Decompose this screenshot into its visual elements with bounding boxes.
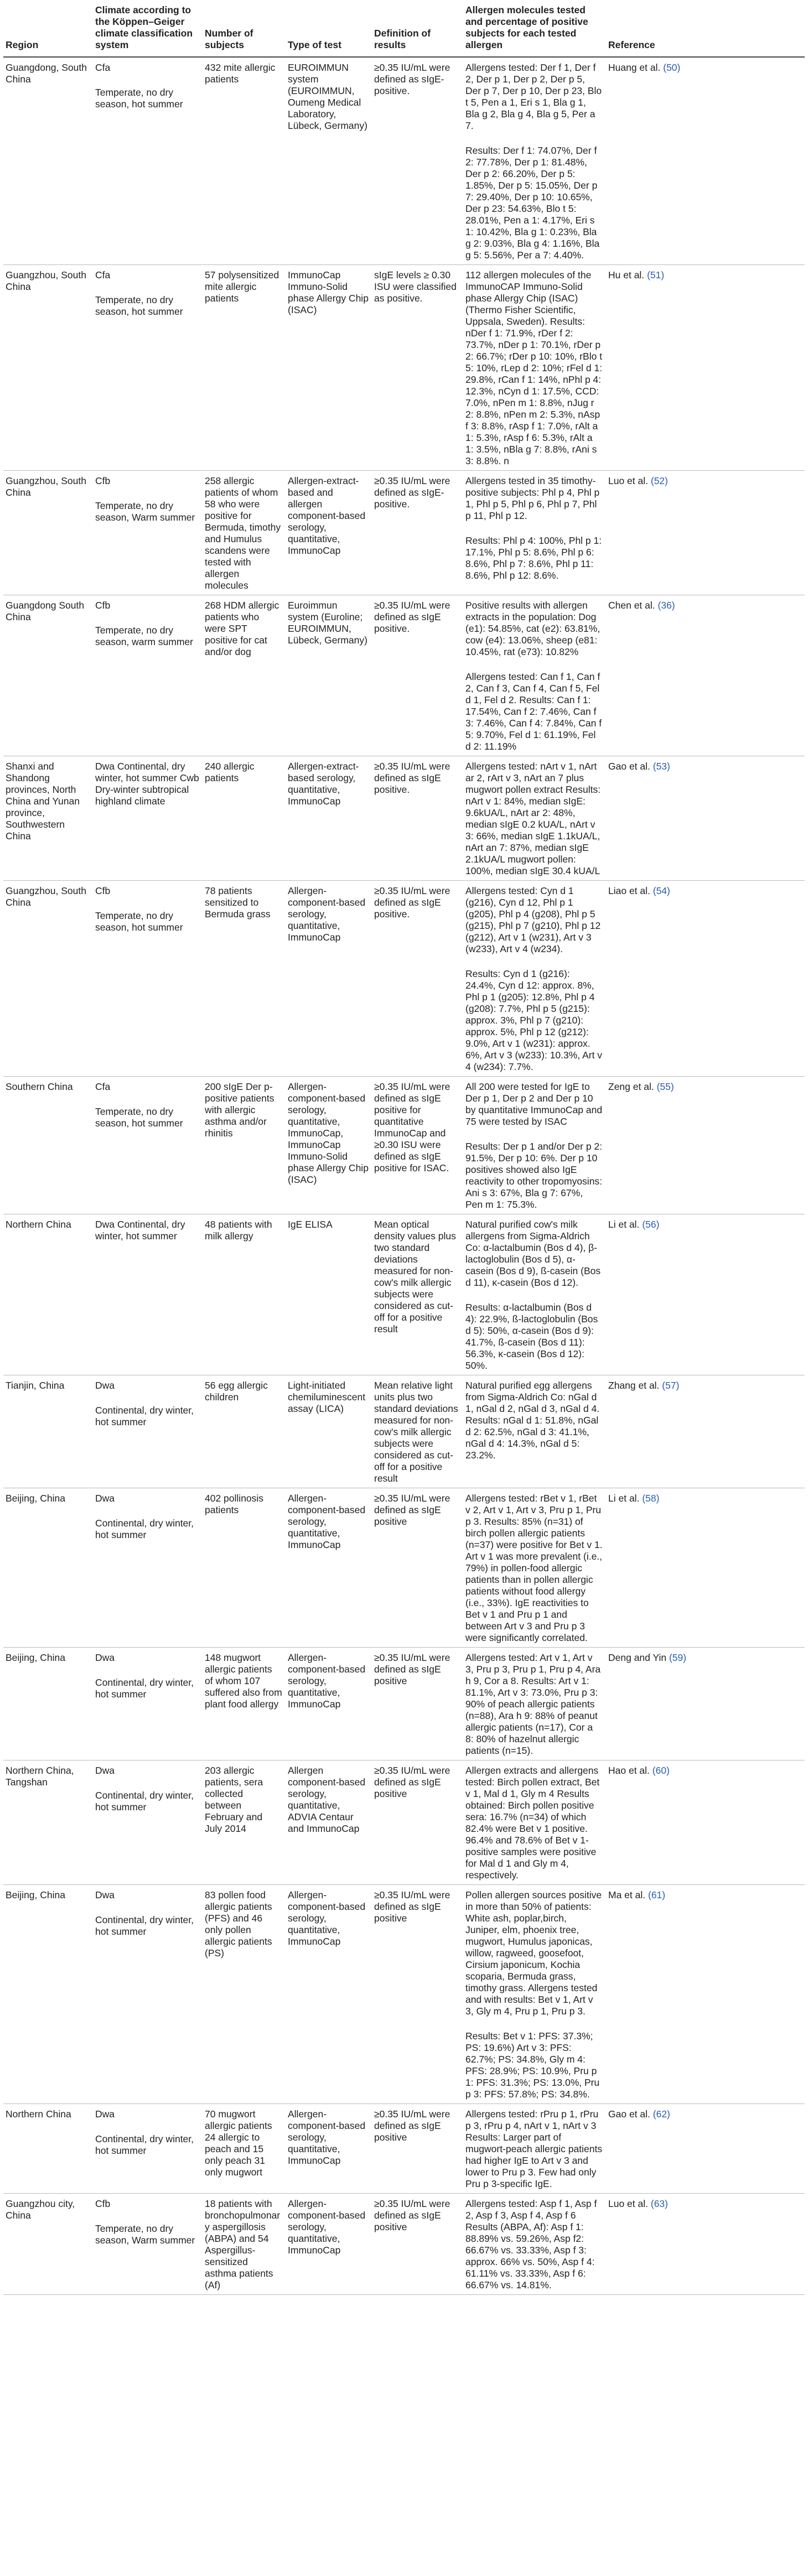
cell-region [3, 471, 93, 595]
cell-region-region: Guangdong South China [6, 600, 85, 622]
cell-test-test: Allergen-component-based serology, quantitative, ImmunoCap [288, 1889, 366, 1947]
cell-definition-definition: sIgE levels ≥ 0.30 ISU were classified as positive. [374, 269, 457, 304]
cell-subjects [203, 471, 286, 595]
cell-test [286, 881, 372, 1077]
cell-reference [606, 1214, 805, 1375]
cell-reference [606, 2104, 805, 2194]
cell-region [3, 1760, 93, 1885]
cell-region [3, 1648, 93, 1760]
cell-region-region: Guangzhou, South China [6, 475, 86, 498]
cell-definition [372, 1214, 463, 1375]
cell-allergens-allergens: Pollen allergen sources positive in more than 50% of patients: White ash, poplar,birch, Juniper, elm, phoenix tree, mugwort, Humulus japonicas, willow, ragweed, goosefoot, Cirsium japonicum, Kochia scoparia, Bermuda grass, timothy grass. Allergens tested and with results: Bet v 1, Art v 3, Gly m 4, Pru p 1, Pru p 3. [465, 1889, 602, 2017]
cell-region-region: Beijing, China [6, 1889, 65, 1900]
cell-test [286, 1648, 372, 1760]
cell-subjects-subjects: 70 mugwort allergic patients 24 allergic to peach and 15 only peach 31 only mugwort [205, 2108, 272, 2178]
cell-test-test: Allergen-component-based serology, quantitative, ImmunoCap [288, 2108, 366, 2166]
cell-region-region: Guangzhou, South China [6, 269, 86, 292]
cell-definition [372, 756, 463, 881]
cell-climate-climate-desc: Temperate, no dry season, hot summer [95, 910, 183, 933]
cell-climate-climate-desc: Continental, dry winter, hot summer [95, 1518, 194, 1540]
table-row [3, 1760, 805, 1885]
cell-definition-definition: ≥0.35 IU/mL were defined as sIgE positive [374, 1493, 450, 1527]
cell-allergens [463, 1488, 606, 1648]
cell-reference [606, 1488, 805, 1648]
cell-allergens-allergens: Allergens tested in 35 timothy-positive subjects: Phl p 4, Phl p 1, Phl p 5, Phl p 6, Phl p 7, Phl p 11, Phl p 12. [465, 475, 600, 521]
header-reference: Reference [606, 0, 805, 57]
table-row [3, 1885, 805, 2104]
cell-definition [372, 1885, 463, 2104]
cell-region-region: Northern China [6, 2108, 71, 2120]
cell-subjects [203, 1760, 286, 1885]
cell-test [286, 1488, 372, 1648]
cell-reference-ref-num[interactable]: (60) [652, 1765, 670, 1776]
cell-subjects [203, 1885, 286, 2104]
cell-subjects [203, 1214, 286, 1375]
cell-climate [93, 2104, 203, 2194]
cell-definition-definition: ≥0.35 IU/mL were defined as sIgE positive [374, 1889, 450, 1924]
cell-region-region: Tianjin, China [6, 1380, 65, 1391]
cell-test-test: Allergen-component-based serology, quantitative, ImmunoCap [288, 2198, 366, 2256]
cell-subjects-subjects: 203 allergic patients, sera collected between February and July 2014 [205, 1765, 263, 1834]
cell-climate-climate: Dwa [95, 1493, 115, 1504]
cell-region-region: Guangdong, South China [6, 62, 87, 85]
cell-allergens [463, 756, 606, 881]
cell-climate-climate: Cfb [95, 600, 111, 611]
cell-climate [93, 265, 203, 471]
cell-allergens [463, 1214, 606, 1375]
cell-climate-climate-desc: Temperate, no dry season, hot summer [95, 1106, 183, 1129]
cell-allergens-allergens: Allergens tested: Cyn d 1 (g216), Cyn d 12, Phl p 1 (g205), Phl p 4 (g208), Phl p 5 (g215), Phl p 7 (g210), Phl p 12 (g212), Art v 1 (w231), Art v 3 (w233), Art v 4 (w234). [465, 885, 601, 954]
cell-reference-ref: Li et al. [608, 1219, 640, 1230]
cell-subjects-subjects: 268 HDM allergic patients who were SPT positive for cat and/or dog [205, 600, 279, 657]
cell-region [3, 265, 93, 471]
cell-climate [93, 1760, 203, 1885]
cell-climate-climate: Cfb [95, 885, 111, 896]
cell-test-test: EUROIMMUN system (EUROIMMUN, Oumeng Medical Laboratory, Lübeck, Germany) [288, 62, 367, 131]
cell-subjects-subjects: 240 allergic patients [205, 761, 255, 783]
cell-region [3, 1488, 93, 1648]
cell-region-region: Shanxi and Shandong provinces, North China and Yunan province, Southwestern China [6, 761, 80, 842]
cell-reference-ref-num[interactable]: (63) [650, 2198, 668, 2209]
cell-allergens [463, 1885, 606, 2104]
cell-reference-ref: Chen et al. [608, 600, 655, 611]
cell-reference-ref: Zeng et al. [608, 1081, 654, 1092]
cell-definition-definition: ≥0.35 IU/mL were defined as sIgE positive [374, 1765, 450, 1799]
cell-test [286, 1077, 372, 1214]
cell-reference-ref: Hao et al. [608, 1765, 650, 1776]
cell-allergens-allergens: Allergens tested: Art v 1, Art v 3, Pru p 3, Pru p 1, Pru p 4, Ara h 9, Cor a 8. Results: Art v 1: 81.1%, Art v 3: 73.0%, Pru p 3: 90% of peach allergic patients (n=88), Ara h 9: 88% of peanut allergic patients (n=17), Cor a 8: 80% of hazelnut allergic patients (n=15). [465, 1652, 601, 1756]
table-row [3, 57, 805, 265]
cell-climate-climate: Cfb [95, 2198, 111, 2209]
cell-subjects [203, 57, 286, 265]
cell-reference [606, 1760, 805, 1885]
table-row [3, 471, 805, 595]
cell-region [3, 595, 93, 756]
cell-definition-definition: ≥0.35 IU/mL were defined as sIgE positive. [374, 761, 450, 795]
cell-subjects [203, 1488, 286, 1648]
cell-test [286, 1375, 372, 1488]
cell-climate-climate: Cfa [95, 269, 111, 281]
header-climate: Climate according to the Köppen–Geiger climate classification system [93, 0, 203, 57]
cell-definition-definition: ≥0.35 IU/mL were defined as sIgE positive [374, 2108, 450, 2143]
cell-reference-ref-num[interactable]: (55) [656, 1081, 674, 1092]
cell-test-test: ImmunoCap Immuno-Solid phase Allergy Chip (ISAC) [288, 269, 369, 315]
cell-allergens [463, 2104, 606, 2194]
cell-region [3, 1214, 93, 1375]
cell-reference-ref: Zhang et al. [608, 1380, 660, 1391]
cell-allergens-allergens2: Results: Der p 1 and/or Der p 2: 91.5%, Der p 10: 6%. Der p 10 positives showed also IgE reactivity to other tropomyosins: Ani s 3: 67%, Bla g 7: 67%, Pen m 1: 75.3%. [465, 1141, 603, 1210]
cell-climate [93, 1375, 203, 1488]
cell-region-region: Guangzhou, South China [6, 885, 86, 908]
cell-reference [606, 1885, 805, 2104]
cell-reference [606, 595, 805, 756]
cell-subjects-subjects: 200 sIgE Der p-positive patients with allergic asthma and/or rhinitis [205, 1081, 274, 1139]
cell-climate-climate-desc: Temperate, no dry season, warm summer [95, 625, 193, 647]
cell-climate [93, 1648, 203, 1760]
cell-climate [93, 1214, 203, 1375]
cell-region-region: Beijing, China [6, 1652, 65, 1663]
cell-allergens-allergens: 112 allergen molecules of the ImmunoCAP Immuno-Solid phase Allergy Chip (ISAC) (Thermo Fisher Scientific, Uppsala, Sweden). Results: nDer f 1: 71.9%, rDer f 2: 73.7%, nDer p 1: 70.1%, rDer p 2: 66.7%; rDer p 10: 10%, rBlo t 5: 10%, rLep d 2: 10%; rFel d 1: 29.8%, rCan f 1: 14%, nPhl p 4: 12.3%, nCyn d 1: 17.5%, CCD: 7.0%, nPen m 1: 8.8%, nJug r 2: 8.8%, nPen m 2: 5.3%, nAsp f 3: 8.8%, rAsp f 1: 7.0%, rAlt a 1: 5.3%, rAsp f 6: 5.3%, rAlt a 1: 3.5%, nBla g 7: 8.8%, rAni s 3: 8.8%. n [465, 269, 603, 466]
cell-allergens-allergens: Allergens tested: rPru p 1, rPru p 3, rPru p 4, nArt v 1, nArt v 3 Results: Larger part of mugwort-peach allergic patients had higher IgE to Art v 3 and lower to Pru p 3. Few had only Pru p 3-specific IgE. [465, 2108, 603, 2189]
cell-climate-climate: Dwa [95, 1652, 115, 1663]
cell-subjects [203, 1077, 286, 1214]
cell-test [286, 595, 372, 756]
cell-region-region: Guangzhou city, China [6, 2198, 75, 2221]
cell-climate-climate: Dwa Continental, dry winter, hot summer Cwb Dry-winter subtropical highland climate [95, 761, 199, 807]
table-row [3, 881, 805, 1077]
cell-definition-definition: ≥0.35 IU/mL were defined as sIgE-positive. [374, 62, 450, 96]
cell-climate-climate-desc: Continental, dry winter, hot summer [95, 1677, 194, 1700]
cell-climate [93, 595, 203, 756]
cell-reference [606, 1077, 805, 1214]
cell-region-region: Southern China [6, 1081, 73, 1092]
cell-allergens [463, 1648, 606, 1760]
cell-region [3, 1077, 93, 1214]
cell-climate-climate-desc: Temperate, no dry season, Warm summer [95, 2223, 195, 2246]
cell-test [286, 471, 372, 595]
cell-reference-ref: Hu et al. [608, 269, 645, 281]
cell-climate-climate-desc: Continental, dry winter, hot summer [95, 1914, 194, 1937]
table-row [3, 756, 805, 881]
cell-test-test: IgE ELISA [288, 1219, 333, 1230]
cell-subjects [203, 1648, 286, 1760]
cell-subjects-subjects: 148 mugwort allergic patients of whom 107 suffered also from plant food allergy [205, 1652, 282, 1710]
cell-region [3, 1375, 93, 1488]
cell-region [3, 881, 93, 1077]
cell-test-test: Allergen-extract-based serology, quantitative, ImmunoCap [288, 761, 359, 807]
cell-allergens-allergens: All 200 were tested for IgE to Der p 1, Der p 2 and Der p 10 by quantitative ImmunoCap and 75 were tested by ISAC [465, 1081, 603, 1127]
cell-reference [606, 1648, 805, 1760]
table-row [3, 2104, 805, 2194]
cell-definition-definition: Mean optical density values plus two standard deviations measured for non-cow's milk allergic subjects were considered as cut-off for a positive result [374, 1219, 456, 1334]
cell-subjects [203, 881, 286, 1077]
cell-subjects [203, 2104, 286, 2194]
cell-definition [372, 1760, 463, 1885]
cell-region [3, 756, 93, 881]
cell-allergens [463, 265, 606, 471]
cell-reference-ref: Huang et al. [608, 62, 661, 73]
cell-reference-ref: Gao et al. [608, 2108, 650, 2120]
cell-definition [372, 2104, 463, 2194]
cell-reference-ref-num[interactable]: (62) [652, 2108, 670, 2120]
cell-climate-climate-desc: Temperate, no dry season, Warm summer [95, 500, 195, 523]
header-test: Type of test [286, 0, 372, 57]
cell-definition [372, 1077, 463, 1214]
cell-reference-ref: Liao et al. [608, 885, 650, 896]
cell-allergens-allergens2: Results: Der f 1: 74.07%, Der f 2: 77.78%, Der p 1: 81.48%, Der p 2: 66.20%, Der p 5: 1.85%, Der p 5: 15.05%, Der p 7: 29.40%, Der p 10: 10.65%, Der p 23: 54.63%, Blo t 5: 28.01%, Pen a 1: 4.17%, Eri s 1: 10.42%, Bla g 1: 0.23%, Bla g 2: 9.03%, Bla g 4: 1.16%, Bla g 5: 5.56%, Per a 7: 4.40%. [465, 145, 600, 261]
table-header-row [3, 0, 805, 57]
cell-climate [93, 2194, 203, 2295]
cell-subjects-subjects: 432 mite allergic patients [205, 62, 276, 85]
cell-reference [606, 265, 805, 471]
cell-climate-climate-desc: Temperate, no dry season, hot summer [95, 87, 183, 110]
cell-reference-ref: Luo et al. [608, 2198, 648, 2209]
cell-climate-climate-desc: Continental, dry winter, hot summer [95, 1790, 194, 1812]
cell-definition [372, 1375, 463, 1488]
cell-climate-climate: Dwa [95, 2108, 115, 2120]
cell-test [286, 57, 372, 265]
cell-climate [93, 1077, 203, 1214]
cell-definition [372, 57, 463, 265]
header-allergens: Allergen molecules tested and percentage of positive subjects for each tested allergen [463, 0, 606, 57]
cell-reference [606, 881, 805, 1077]
cell-allergens [463, 1760, 606, 1885]
cell-test-test: Allergen-component-based serology, quantitative, ImmunoCap [288, 1493, 366, 1550]
cell-allergens-allergens: Allergens tested: Asp f 1, Asp f 2, Asp f 3, Asp f 4, Asp f 6 Results (ABPA, Af): Asp f 1: 88.89% vs. 59.26%, Asp f2: 66.67% vs. 33.33%, Asp f 3: approx. 66% vs. 50%, Asp f 4: 61.11% vs. 33.33%, Asp f 6: 66.67% vs. 14.81%. [465, 2198, 597, 2291]
cell-climate-climate-desc: Continental, dry winter, hot summer [95, 2133, 194, 2156]
cell-region-region: Northern China, Tangshan [6, 1765, 74, 1788]
table-row [3, 265, 805, 471]
cell-region [3, 2194, 93, 2295]
cell-climate [93, 1885, 203, 2104]
cell-reference-ref-num[interactable]: (50) [663, 62, 681, 73]
cell-subjects-subjects: 83 pollen food allergic patients (PFS) and 46 only pollen allergic patients (PS) [205, 1889, 272, 1959]
cell-test-test: Allergen component-based serology, quantitative, ADVIA Centaur and ImmunoCap [288, 1765, 366, 1834]
cell-climate-climate: Cfb [95, 475, 111, 486]
cell-definition-definition: ≥0.35 IU/mL were defined as sIgE positive for quantitative ImmunoCap and ≥0.30 ISU were defined as sIgE positive for ISAC. [374, 1081, 450, 1173]
cell-reference-ref-num[interactable]: (56) [642, 1219, 660, 1230]
table-row [3, 595, 805, 756]
cell-climate [93, 756, 203, 881]
cell-allergens [463, 57, 606, 265]
cell-reference [606, 57, 805, 265]
cell-definition [372, 595, 463, 756]
cell-subjects-subjects: 48 patients with milk allergy [205, 1219, 272, 1242]
cell-subjects [203, 595, 286, 756]
cell-allergens-allergens: Allergen extracts and allergens tested: Birch pollen extract, Bet v 1, Mal d 1, Gly m 4 Results obtained: Birch pollen positive sera: 16.7% (n=34) of which 82.4% were Bet v 1 positive. 96.4% and 78.6% of Bet v 1-positive samples were positive for Mal d 1 and Gly m 4, respectively. [465, 1765, 600, 1881]
cell-subjects-subjects: 402 pollinosis patients [205, 1493, 264, 1515]
cell-subjects-subjects: 56 egg allergic children [205, 1380, 268, 1403]
cell-reference-ref: Deng and Yin [608, 1652, 667, 1663]
cell-test-test: Light-initiated chemiluminescent assay (LICA) [288, 1380, 366, 1414]
table-row [3, 2194, 805, 2295]
cell-subjects-subjects: 258 allergic patients of whom 58 who were positive for Bermuda, timothy and Humulus scandens were tested with allergen molecules [205, 475, 281, 591]
cell-definition-definition: Mean relative light units plus two standard deviations measured for non-cow's milk allergic subjects were considered as cut-off for a positive result [374, 1380, 458, 1484]
cell-climate-climate-desc: Continental, dry winter, hot summer [95, 1405, 194, 1427]
table-row [3, 1077, 805, 1214]
cell-reference [606, 2194, 805, 2295]
cell-definition-definition: ≥0.35 IU/mL were defined as sIgE-positive. [374, 475, 450, 510]
cell-climate [93, 471, 203, 595]
cell-reference [606, 1375, 805, 1488]
cell-allergens-allergens: Natural purified egg allergens from Sigma-Aldrich Co: nGal d 1, nGal d 2, nGal d 3, nGal d 4. Results: nGal d 1: 51.8%, nGal d 2: 62.5%, nGal d 3: 41.1%, nGal d 4: 14.3%, nGal d 5: 23.2%. [465, 1380, 600, 1461]
cell-reference [606, 756, 805, 881]
cell-reference-ref-num[interactable]: (61) [648, 1889, 666, 1900]
cell-reference-ref-num[interactable]: (59) [669, 1652, 687, 1663]
cell-reference-ref-num[interactable]: (36) [657, 600, 675, 611]
cell-test-test: Allergen-component-based serology, quantitative, ImmunoCap, ImmunoCap Immuno-Solid phase Allergy Chip (ISAC) [288, 1081, 369, 1185]
cell-test [286, 1214, 372, 1375]
cell-allergens-allergens: Allergens tested: nArt v 1, nArt ar 2, rArt v 3, nArt an 7 plus mugwort pollen extract Results: nArt v 1: 84%, median sIgE: 9.6kUA/L, nArt ar 2: 48%, median sIgE 0.2 kUA/L, nArt v 3: 66%, median sIgE 1.1kUA/L, nArt an 7: 87%, median sIgE 2.1kUA/L mugwort pollen: 100%, median sIgE 30.4 kUA/L [465, 761, 601, 876]
allergen-table [3, 0, 805, 2295]
cell-reference [606, 471, 805, 595]
cell-climate-climate: Cfa [95, 1081, 111, 1092]
header-subjects: Number of subjects [203, 0, 286, 57]
cell-test-test: Allergen-component-based serology, quantitative, ImmunoCap [288, 1652, 366, 1710]
cell-climate-climate-desc: Temperate, no dry season, hot summer [95, 294, 183, 317]
table-row [3, 1214, 805, 1375]
cell-subjects [203, 1375, 286, 1488]
cell-allergens-allergens: Natural purified cow's milk allergens from Sigma-Aldrich Co: α-lactalbumin (Bos d 4), β-lactoglobulin (Bos d 5), α-casein (Bos d 9), ß-casein (Bos d 11), κ-casein (Bos d 12). [465, 1219, 601, 1288]
cell-reference-ref-num[interactable]: (53) [652, 761, 670, 772]
cell-test [286, 265, 372, 471]
cell-test [286, 1760, 372, 1885]
cell-allergens-allergens2: Results: Phl p 4: 100%, Phl p 1: 17.1%, Phl p 5: 8.6%, Phl p 6: 8.6%, Phl p 7: 8.6%, Phl p 11: 8.6%, Phl p 12: 8.6%. [465, 535, 602, 581]
cell-definition [372, 2194, 463, 2295]
cell-region-region: Beijing, China [6, 1493, 65, 1504]
cell-climate-climate: Dwa Continental, dry winter, hot summer [95, 1219, 185, 1242]
cell-reference-ref-num[interactable]: (52) [650, 475, 668, 486]
cell-subjects [203, 265, 286, 471]
cell-reference-ref: Luo et al. [608, 475, 648, 486]
table-row [3, 1488, 805, 1648]
cell-definition-definition: ≥0.35 IU/mL were defined as sIgE positive. [374, 600, 450, 634]
cell-test-test: Allergen-component-based serology, quantitative, ImmunoCap [288, 885, 366, 943]
cell-climate-climate: Dwa [95, 1380, 115, 1391]
cell-reference-ref: Li et al. [608, 1493, 640, 1504]
cell-subjects-subjects: 57 polysensitized mite allergic patients [205, 269, 279, 304]
cell-allergens-allergens: Allergens tested: rBet v 1, rBet v 2, Art v 1, Art v 3, Pru p 1, Pru p 3. Results: 85% (n=31) of birch pollen allergic patients (n=37) were positive for Bet v 1. Art v 1 was more prevalent (i.e., 79%) in pollen-food allergic patients than in pollen allergic patients without food allergy (i.e., 33%). IgE reactivities to Bet v 1 and Pru p 1 and between Art v 3 and Pru p 3 were significantly correlated. [465, 1493, 603, 1643]
cell-subjects-subjects: 78 patients sensitized to Bermuda grass [205, 885, 271, 920]
cell-test-test: Euroimmun system (Euroline; EUROIMMUN, Lübeck, Germany) [288, 600, 367, 646]
cell-allergens-allergens: Positive results with allergen extracts in the population: Dog (e1): 54.85%, cat (e2): 63.81%, cow (e4): 13.06%, sheep (e81: 10.45%, rat (e73): 10.82% [465, 600, 600, 657]
cell-test [286, 2194, 372, 2295]
table-body [3, 57, 805, 2295]
cell-allergens [463, 471, 606, 595]
cell-subjects-subjects: 18 patients with bronchopulmonary aspergillosis (ABPA) and 54 Aspergillus-sensitized asthma patients (Af) [205, 2198, 281, 2291]
cell-climate-climate: Dwa [95, 1765, 115, 1776]
cell-definition [372, 1488, 463, 1648]
cell-climate [93, 57, 203, 265]
cell-allergens [463, 881, 606, 1077]
cell-subjects [203, 2194, 286, 2295]
table-row [3, 1648, 805, 1760]
cell-reference-ref-num[interactable]: (54) [652, 885, 670, 896]
cell-test-test: Allergen-extract-based and allergen component-based serology, quantitative, ImmunoCap [288, 475, 366, 556]
cell-definition [372, 265, 463, 471]
cell-reference-ref-num[interactable]: (57) [662, 1380, 680, 1391]
cell-region [3, 57, 93, 265]
cell-climate-climate: Cfa [95, 62, 111, 73]
cell-allergens-allergens2: Allergens tested: Can f 1, Can f 2, Can f 3, Can f 4, Can f 5, Fel d 1, Fel d 2. Results: Can f 1: 17.54%, Can f 2: 7.46%, Can f 3: 7.46%, Can f 4: 7.84%, Can f 5: 9.70%, Fel d 1: 61.19%, Fel d 2: 11.19% [465, 671, 602, 752]
cell-reference-ref: Gao et al. [608, 761, 650, 772]
cell-allergens-allergens2: Results: α-lactalbumin (Bos d 4): 22.9%, ß-lactoglobulin (Bos d 5): 50%, α-casein (Bos d 9): 41.7%, ß-casein (Bos d 11): 56.3%, κ-casein (Bos d 12): 50%. [465, 1302, 598, 1371]
cell-reference-ref: Ma et al. [608, 1889, 646, 1900]
cell-allergens [463, 1375, 606, 1488]
cell-allergens-allergens2: Results: Cyn d 1 (g216): 24.4%, Cyn d 12: approx. 8%, Phl p 1 (g205): 12.8%, Phl p 4 (g208): 7.7%, Phl p 5 (g215): approx. 3%, Phl p 7 (g210): approx. 5%, Phl p 12 (g212): 9.0%, Art v 1 (w231): approx. 6%, Art v 3 (w233): 10.3%, Art v 4 (w234): 7.7%. [465, 968, 603, 1072]
cell-allergens-allergens: Allergens tested: Der f 1, Der f 2, Der p 1, Der p 2, Der p 5, Der p 7, Der p 10, Der p 23, Blo t 5, Pen a 1, Eri s 1, Bla g 1, Bla g 2, Bla g 4, Bla g 5, Per a 7. [465, 62, 602, 131]
cell-climate-climate: Dwa [95, 1889, 115, 1900]
cell-region [3, 2104, 93, 2194]
cell-reference-ref-num[interactable]: (51) [647, 269, 665, 281]
cell-reference-ref-num[interactable]: (58) [642, 1493, 660, 1504]
cell-subjects [203, 756, 286, 881]
cell-definition-definition: ≥0.35 IU/mL were defined as sIgE positive [374, 1652, 450, 1686]
cell-definition-definition: ≥0.35 IU/mL were defined as sIgE positive [374, 2198, 450, 2232]
header-region: Region [3, 0, 93, 57]
cell-allergens [463, 2194, 606, 2295]
cell-definition [372, 881, 463, 1077]
header-definition: Definition of results [372, 0, 463, 57]
cell-allergens [463, 595, 606, 756]
cell-test [286, 1885, 372, 2104]
cell-region [3, 1885, 93, 2104]
cell-allergens-allergens2: Results: Bet v 1: PFS: 37.3%; PS: 19.6%) Art v 3: PFS: 62.7%; PS: 34.8%, Gly m 4: PFS: 28.9%; PS: 10.9%, Pru p 1: PFS: 31.3%; PS: 13.0%, Pru p 3: PFS: 57.8%; PS: 34.8%. [465, 2030, 600, 2100]
cell-test [286, 756, 372, 881]
cell-test [286, 2104, 372, 2194]
cell-definition [372, 1648, 463, 1760]
cell-definition-definition: ≥0.35 IU/mL were defined as sIgE positive. [374, 885, 450, 920]
table-row [3, 1375, 805, 1488]
cell-region-region: Northern China [6, 1219, 71, 1230]
cell-definition [372, 471, 463, 595]
cell-allergens [463, 1077, 606, 1214]
cell-climate [93, 1488, 203, 1648]
cell-climate [93, 881, 203, 1077]
